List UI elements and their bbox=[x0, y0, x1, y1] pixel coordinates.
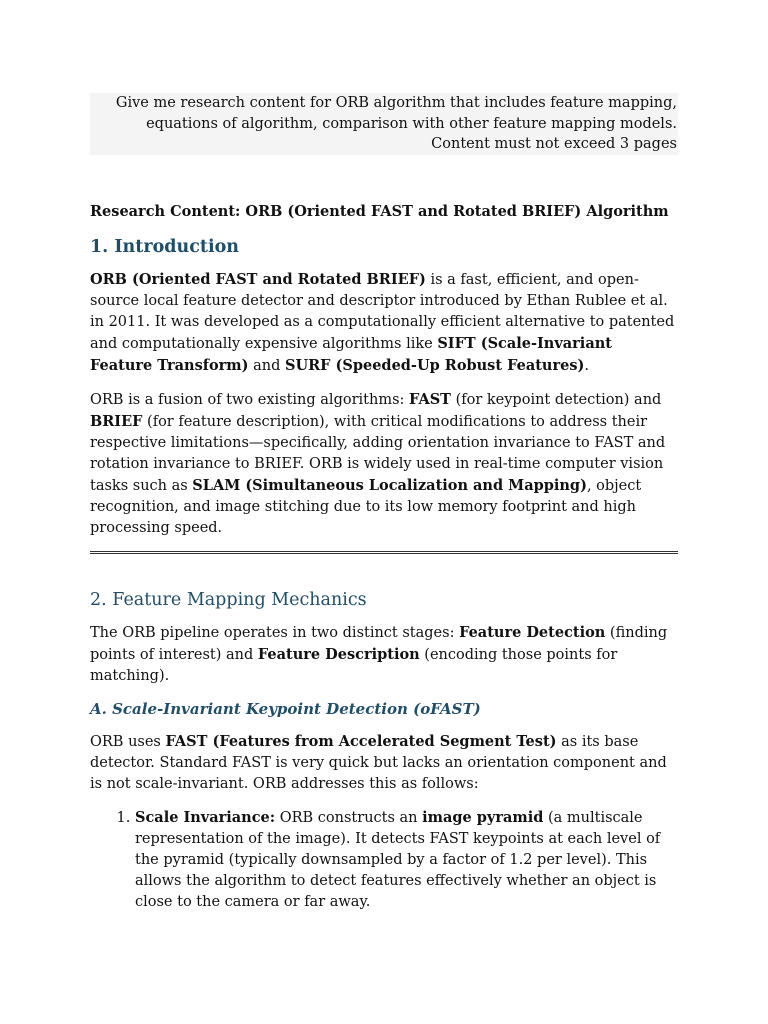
bold-term: SURF (Speeded-Up Robust Features) bbox=[285, 357, 585, 375]
paragraph-text: as its base detector. Standard FAST is very quick but lacks an orientation component and is not scale-invariant. ORB addresses this as follows: bbox=[90, 734, 667, 793]
paragraph-text: (a multiscale representation of the image). It detects FAST keypoints at each level of the pyramid (typically downsampled by a factor of 1.2 per level). This allows the algorithm to detect features effectively whether an object is close to the camera or far away. bbox=[135, 810, 661, 911]
bold-term: Feature Detection bbox=[459, 624, 606, 642]
list-item bbox=[135, 807, 678, 913]
user-prompt-text: Give me research content for ORB algorithm that includes feature mapping, equations of algorithm, comparison with other feature mapping models. Content must not exceed 3 pages bbox=[115, 95, 677, 153]
user-prompt-box bbox=[90, 93, 678, 155]
bold-term: SIFT (Scale-Invariant Feature Transform) bbox=[90, 335, 612, 375]
subsection-heading-ofast: A. Scale-Invariant Keypoint Detection (oFAST) bbox=[90, 700, 481, 719]
bold-term: BRIEF bbox=[90, 413, 143, 431]
bold-term: FAST bbox=[409, 391, 451, 409]
bold-term: ORB (Oriented FAST and Rotated BRIEF) bbox=[90, 271, 426, 289]
bold-term: SLAM (Simultaneous Localization and Mapping) bbox=[192, 477, 587, 495]
bold-term: image pyramid bbox=[422, 809, 544, 827]
bold-term: Scale Invariance: bbox=[135, 809, 276, 827]
intro-paragraph-2 bbox=[90, 389, 678, 539]
paragraph-text: (encoding those points for matching). bbox=[90, 647, 618, 685]
paragraph-text: ORB is a fusion of two existing algorithms: bbox=[90, 392, 409, 409]
paragraph-text: (finding points of interest) and bbox=[90, 625, 668, 664]
section-heading-feature-mapping: 2. Feature Mapping Mechanics bbox=[90, 590, 367, 611]
paragraph-text: and bbox=[248, 358, 285, 375]
feature-mapping-paragraph-2 bbox=[90, 731, 678, 795]
numbered-list bbox=[90, 807, 678, 913]
section-heading-introduction: 1. Introduction bbox=[90, 237, 239, 258]
paragraph-text: The ORB pipeline operates in two distinct stages: bbox=[90, 625, 460, 642]
bold-term: FAST (Features from Accelerated Segment Test) bbox=[165, 733, 557, 751]
section-divider bbox=[90, 551, 678, 556]
paragraph-text: . bbox=[584, 358, 589, 375]
document-title: Research Content: ORB (Oriented FAST and Rotated BRIEF) Algorithm bbox=[90, 203, 669, 221]
paragraph-text: (for feature description), with critical modifications to address their respective limitations—specifically, adding orientation invariance to FAST and rotation invariance to BRIEF. ORB is widely used in real-time computer vision tasks such as bbox=[90, 414, 666, 495]
paragraph-text: ORB constructs an bbox=[275, 810, 423, 827]
feature-mapping-paragraph-1 bbox=[90, 622, 678, 687]
document-page bbox=[90, 93, 678, 913]
paragraph-text: (for keypoint detection) and bbox=[450, 392, 662, 409]
intro-paragraph-1 bbox=[90, 269, 678, 377]
bold-term: Feature Description bbox=[257, 646, 420, 664]
paragraph-text: is a fast, efficient, and open-source local feature detector and descriptor introduced by Ethan Rublee et al. in 2011. It was developed as a computationally efficient alternative to patented and computationally expensive algorithms like bbox=[90, 272, 675, 353]
paragraph-text: ORB uses bbox=[90, 734, 166, 751]
paragraph-text: , object recognition, and image stitching due to its low memory footprint and high processing speed. bbox=[90, 478, 642, 537]
